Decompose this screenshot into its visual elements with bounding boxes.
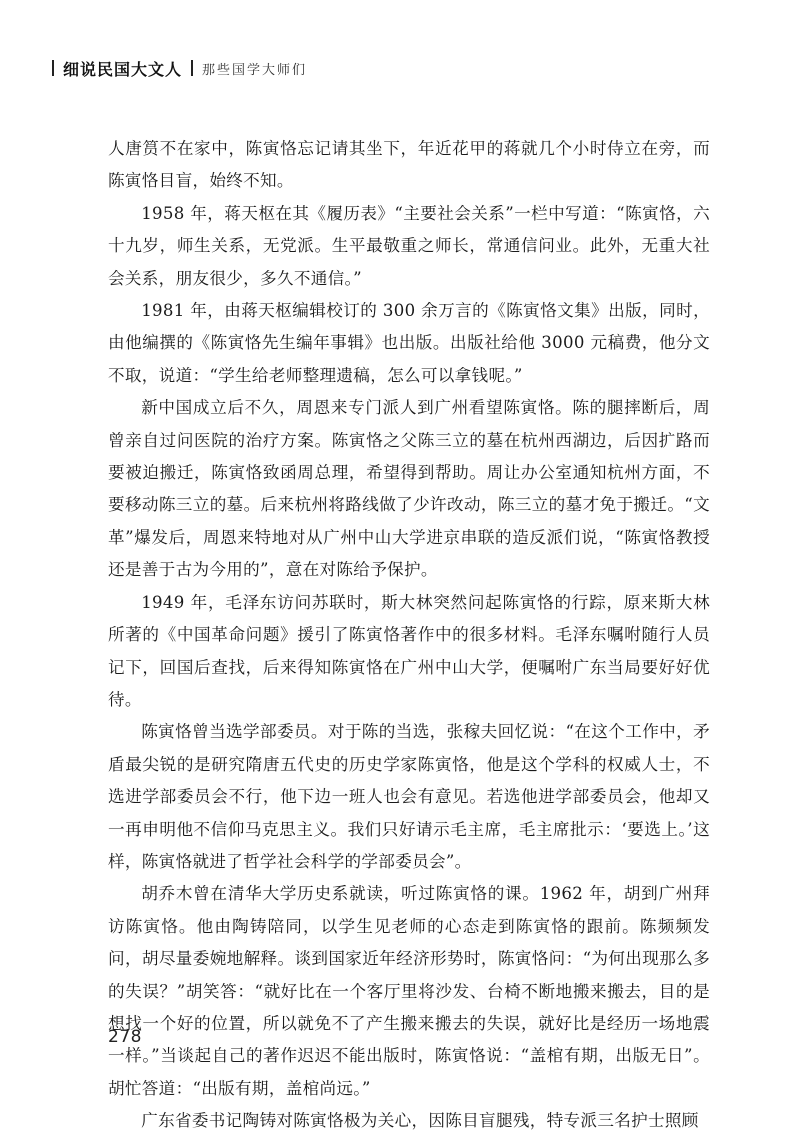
paragraph: 1949 年，毛泽东访问苏联时，斯大林突然问起陈寅恪的行踪，原来斯大林所著的《中国革命问题》援引了陈寅恪著作中的很多材料。毛泽东嘱咐随行人员记下，回国后查找，后来得知陈寅恪在广州中山大学，便嘱咐广东当局要好好优待。	[108, 592, 710, 709]
paragraph: 1958 年，蒋天枢在其《履历表》“主要社会关系”一栏中写道：“陈寅恪，六十九岁，师生关系，无党派。生平最敬重之师长，常通信问业。此外，无重大社会关系，朋友很少，多久不通信。”	[108, 203, 710, 288]
paragraph: 新中国成立后不久，周恩来专门派人到广州看望陈寅恪。陈的腿摔断后，周曾亲自过问医院的治疗方案。陈寅恪之父陈三立的墓在杭州西湖边，后因扩路而要被迫搬迁，陈寅恪致函周总理，希望得到帮助。周让办公室通知杭州方面，不要移动陈三立的墓。后来杭州将路线做了少许改动，陈三立的墓才免于搬迁。“文革”爆发后，周恩来特地对从广州中山大学进京串联的造反派们说，“陈寅恪教授还是善于古为今用的”，意在对陈给予保护。	[108, 398, 710, 580]
chapter-title: 那些国学大师们	[202, 62, 308, 78]
header-divider	[191, 60, 193, 76]
running-header	[52, 56, 307, 80]
paragraph-continued: 人唐筼不在家中，陈寅恪忘记请其坐下，年近花甲的蒋就几个小时侍立在旁，而陈寅恪目盲，始终不知。	[108, 139, 710, 191]
paragraph: 1981 年，由蒋天枢编辑校订的 300 余万言的《陈寅恪文集》出版，同时，由他编撰的《陈寅恪先生编年事辑》也出版。出版社给他 3000 元稿费，他分文不取，说道：“学生给老师整理遗稿，怎么可以拿钱呢。”	[108, 301, 710, 385]
body-text	[108, 133, 710, 1138]
paragraph: 陈寅恪曾当选学部委员。对于陈的当选，张稼夫回忆说：“在这个工作中，矛盾最尖锐的是研究隋唐五代史的历史学家陈寅恪，他是这个学科的权威人士，不选进学部委员会不行，他下边一班人也会有意见。若选他进学部委员会，他却又一再申明他不信仰马克思主义。我们只好请示毛主席，毛主席批示：‘要选上。’这样，陈寅恪就进了哲学社会科学的学部委员会”。	[108, 722, 710, 871]
paragraph: 胡乔木曾在清华大学历史系就读，听过陈寅恪的课。1962 年，胡到广州拜访陈寅恪。他由陶铸陪同，以学生见老师的心态走到陈寅恪的跟前。陈频频发问，胡尽量委婉地解释。谈到国家近年经济形势时，陈寅恪问：“为何出现那么多的失误？”胡笑答：“就好比在一个客厅里将沙发、台椅不断地搬来搬去，目的是想找一个好的位置，所以就免不了产生搬来搬去的失误，就好比是经历一场地震一样。”当谈起自己的著作迟迟不能出版时，陈寅恪说：“盖棺有期，出版无日”。胡忙答道：“出版有期，盖棺尚远。”	[108, 884, 710, 1098]
page-number: 278	[108, 1027, 142, 1047]
header-divider	[52, 60, 54, 76]
book-title: 细说民国大文人	[63, 59, 183, 79]
paragraph: 广东省委书记陶铸对陈寅恪极为关心，因陈目盲腿残，特专派三名护士照顾	[141, 1111, 699, 1131]
